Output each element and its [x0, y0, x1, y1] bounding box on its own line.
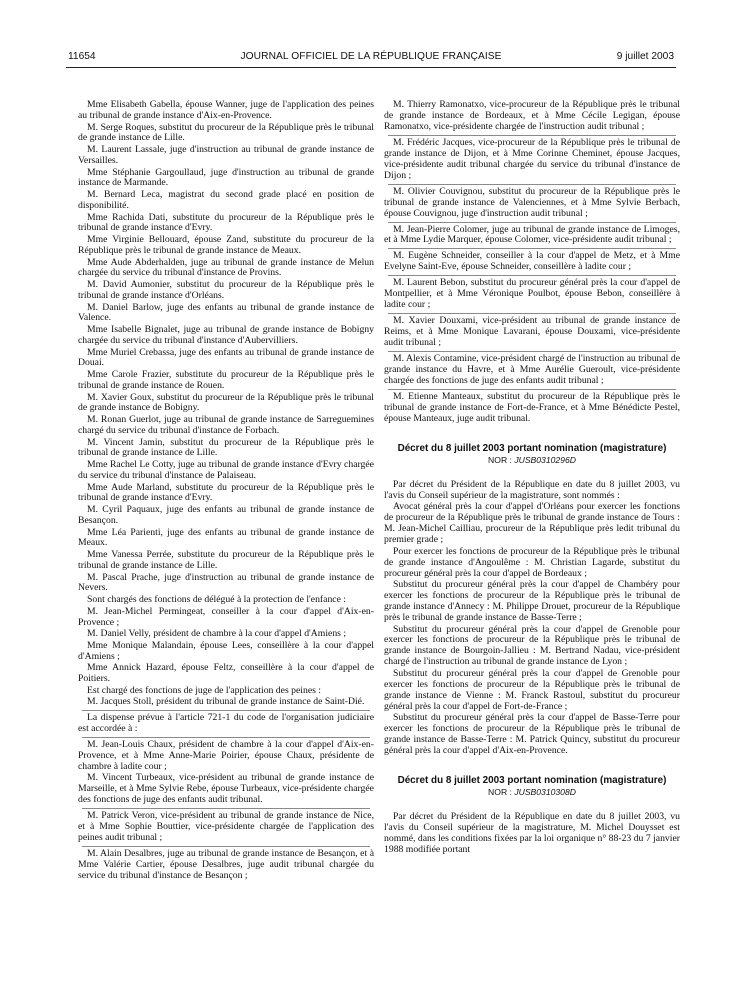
separator-line	[82, 846, 370, 847]
separator-line	[388, 248, 676, 249]
paragraph: M. Laurent Lassale, juge d'instruction au tribunal de grande instance de Versailles.	[78, 144, 374, 166]
paragraph: M. Olivier Couvignou, substitut du procureur de la République près le tribunal de grande instance de Valenciennes, et à Mme Sylvie Berbach, épouse Couvignou, juge d'instruction audit tribunal ;	[384, 185, 680, 219]
decree-2	[384, 775, 680, 856]
separator-line	[388, 351, 676, 352]
paragraph: M. Pascal Prache, juge d'instruction au tribunal de grande instance de Nevers.	[78, 571, 374, 594]
page-number: 11654	[68, 51, 96, 62]
page-header	[68, 51, 674, 67]
paragraph: M. Serge Roques, substitut du procureur de la République près le tribunal de grande instance de Lille.	[78, 121, 374, 144]
paragraph: M. Jean-Louis Chaux, président de chambre à la cour d'appel d'Aix-en-Provence, et à Mme Anne-Marie Poirier, épouse Chaux, présidente de chambre à ladite cour ;	[78, 739, 374, 772]
paragraph: M. Xavier Goux, substitut du procureur de la République près le tribunal de grande instance de Bobigny.	[78, 391, 374, 414]
separator-line	[388, 135, 676, 136]
paragraph: M. Alexis Contamine, vice-président chargé de l'instruction au tribunal de grande instance du Havre, et à Mme Aurélie Gueroult, vice-présidente chargée des fonctions de juge des enfants audit tribunal ;	[384, 353, 680, 386]
paragraph: Mme Léa Parienti, juge des enfants au tribunal de grande instance de Meaux.	[78, 526, 374, 549]
paragraph: Mme Aude Marland, substitute du procureur de la République près le tribunal de grande instance d'Evry.	[78, 481, 374, 504]
paragraph: M. Vincent Turbeaux, vice-président au tribunal de grande instance de Marseille, et à Mme Sylvie Rebe, épouse Turbeaux, vice-présidente chargée des fonctions de juge des enfants audit tribunal.	[78, 772, 374, 806]
paragraph: Mme Carole Frazier, substitute du procureur de la République près le tribunal de grande instance de Rouen.	[78, 369, 374, 391]
decree-nor	[384, 455, 680, 466]
decree-nor	[384, 787, 680, 798]
paragraph: La dispense prévue à l'article 721-1 du code de l'organisation judiciaire est accordée à :	[78, 712, 374, 735]
paragraph: M. Jean-Michel Permingeat, conseiller à la cour d'appel d'Aix-en-Provence ;	[78, 605, 374, 628]
paragraph: Avocat général près la cour d'appel d'Orléans pour exercer les fonctions de procureur de la République près le tribunal de grande instance de Tours : M. Jean-Michel Cailliau, procureur de la République près ledit tribunal du premier grade ;	[384, 501, 680, 546]
decree-title: Décret du 8 juillet 2003 portant nomination (magistrature)	[397, 775, 667, 787]
paragraph: M. Etienne Manteaux, substitut du procureur de la République près le tribunal de grande instance de Fort-de-France, et à Mme Bénédicte Pestel, épouse Manteaux, juge audit tribunal.	[384, 390, 680, 424]
separator-line	[388, 389, 676, 390]
paragraph: M. Xavier Douxami, vice-président au tribunal de grande instance de Reims, et à Mme Monique Lavarani, épouse Douxami, vice-présidente audit tribunal ;	[384, 315, 680, 349]
paragraph: Mme Isabelle Bignalet, juge au tribunal de grande instance de Bobigny chargée du service du tribunal d'instance d'Aubervilliers.	[78, 324, 374, 346]
separator-line	[388, 222, 676, 223]
paragraph: Substitut du procureur général près la cour d'appel de Grenoble pour exercer les fonctions de procureur de la République près le tribunal de grande instance de Bourgoin-Jallieu : M. Bertrand Nadau, vice-président chargé de l'instruction au tribunal de grande instance de Lyon ;	[384, 623, 680, 668]
issue-date: 9 juillet 2003	[616, 51, 674, 62]
paragraph: Mme Rachida Dati, substitute du procureur de la République près le tribunal de grande instance d'Evry.	[78, 211, 374, 234]
nor-code: JUSB0310296D	[514, 454, 576, 465]
nor-code: JUSB0310308D	[514, 787, 576, 798]
paragraph: M. Vincent Jamin, substitut du procureur de la République près le tribunal de grande instance de Lille.	[78, 436, 374, 459]
paragraph: Mme Virginie Bellouard, épouse Zand, substitute du procureur de la République près le tribunal de grande instance de Meaux.	[78, 234, 374, 256]
paragraph: M. Daniel Barlow, juge des enfants au tribunal de grande instance de Valence.	[78, 301, 374, 324]
paragraph: Mme Monique Malandain, épouse Lees, conseillère à la cour d'appel d'Amiens ;	[78, 639, 374, 662]
paragraph: Par décret du Président de la République en date du 8 juillet 2003, vu l'avis du Conseil supérieur de la magistrature, sont nommés :	[384, 478, 680, 501]
separator-line	[82, 710, 370, 711]
paragraph: Mme Stéphanie Gargoullaud, juge d'instruction au tribunal de grande instance de Marmande.	[78, 166, 374, 189]
separator-line	[388, 184, 676, 185]
paragraph: M. Eugène Schneider, conseiller à la cour d'appel de Metz, et à Mme Evelyne Saint-Eve, épouse Schneider, conseillère à ladite cour ;	[384, 250, 680, 273]
right-column-entries	[384, 100, 680, 425]
paragraph: M. Patrick Veron, vice-président au tribunal de grande instance de Nice, et à Mme Sophie Bouttier, vice-présidente chargée de l'application des peines audit tribunal ;	[78, 810, 374, 844]
paragraph: M. Frédéric Jacques, vice-procureur de la République près le tribunal de grande instance de Dijon, et à Mme Corinne Cheminet, épouse Jacques, vice-présidente audit tribunal chargée du service du tribunal d'instance de Dijon ;	[384, 136, 680, 181]
right-column	[384, 100, 680, 856]
paragraph: M. Jacques Stoll, président du tribunal de grande instance de Saint-Dié.	[87, 696, 365, 708]
paragraph: M. Cyril Paquaux, juge des enfants au tribunal de grande instance de Besançon.	[78, 504, 374, 526]
nor-label: NOR :	[488, 787, 515, 798]
paragraph: Substitut du procureur général près la cour d'appel de Grenoble pour exercer les fonctions de procureur de la République près le tribunal de grande instance de Vienne : M. Franck Rastoul, substitut du procureur général près la cour d'appel de Fort-de-France ;	[384, 667, 680, 712]
paragraph: Par décret du Président de la République en date du 8 juillet 2003, vu l'avis du Conseil supérieur de la magistrature, M. Michel Douysset est nommé, dans les conditions fixées par la loi organique n° 88-23 du 7 janvier 1988 modifiée portant	[384, 811, 680, 855]
paragraph: M. Ronan Guerlot, juge au tribunal de grande instance de Sarreguemines chargé du service du tribunal d'instance de Forbach.	[78, 414, 374, 436]
paragraph: Mme Rachel Le Cotty, juge au tribunal de grande instance d'Evry chargée du service du tribunal d'instance de Palaiseau.	[78, 459, 374, 481]
paragraph: M. Jean-Pierre Colomer, juge au tribunal de grande instance de Limoges, et à Mme Lydie Marquer, épouse Colomer, vice-présidente audit tribunal ;	[384, 223, 680, 246]
paragraph: Mme Elisabeth Gabella, épouse Wanner, juge de l'application des peines au tribunal de grande instance d'Aix-en-Provence.	[78, 99, 374, 121]
decree-body	[384, 480, 680, 757]
paragraph: M. David Aumonier, substitut du procureur de la République près le tribunal de grande instance d'Orléans.	[78, 279, 374, 301]
header-rule	[66, 67, 676, 68]
decree-title: Décret du 8 juillet 2003 portant nomination (magistrature)	[397, 442, 667, 454]
paragraph: Substitut du procureur général près la cour d'appel de Chambéry pour exercer les fonctions de procureur de la République près le tribunal de grande instance d'Annecy : M. Philippe Drouet, procureur de la République près le tribunal de grande instance de Basse-Terre ;	[384, 579, 680, 623]
nor-label: NOR :	[488, 454, 515, 465]
separator-line	[388, 275, 676, 276]
paragraph: Mme Annick Hazard, épouse Feltz, conseillère à la cour d'appel de Poitiers.	[78, 662, 374, 685]
separator-line	[82, 808, 370, 809]
paragraph: M. Daniel Velly, président de chambre à la cour d'appel d'Amiens ;	[87, 628, 347, 640]
paragraph: Mme Vanessa Perrée, substitute du procureur de la République près le tribunal de grande instance de Lille.	[78, 549, 374, 571]
paragraph: Mme Muriel Crebassa, juge des enfants au tribunal de grande instance de Douai.	[78, 346, 374, 369]
left-column	[78, 100, 374, 883]
paragraph: Mme Aude Abderhalden, juge au tribunal de grande instance de Melun chargée du service du tribunal d'instance de Provins.	[78, 256, 374, 279]
paragraph: M. Thierry Ramonatxo, vice-procureur de la République près le tribunal de grande instance de Bordeaux, et à Mme Cécile Legigan, épouse Ramonatxo, vice-présidente chargée de l'instruction audit tribunal ;	[384, 99, 680, 132]
decree-1	[384, 443, 680, 757]
decree-body	[384, 812, 680, 856]
paragraph: Est chargé des fonctions de juge de l'application des peines :	[87, 684, 321, 696]
journal-title: JOURNAL OFFICIEL DE LA RÉPUBLIQUE FRANÇAISE	[240, 51, 502, 62]
paragraph: M. Alain Desalbres, juge au tribunal de grande instance de Besançon, et à Mme Valérie Cartier, épouse Desalbres, juge audit tribunal chargée du service du tribunal d'instance de Besançon ;	[78, 848, 374, 882]
paragraph: Sont chargés des fonctions de délégué à la protection de l'enfance :	[87, 594, 346, 605]
paragraph: M. Laurent Bebon, substitut du procureur général près la cour d'appel de Montpellier, et à Mme Véronique Poulbot, épouse Bebon, conseillère à ladite cour ;	[384, 277, 680, 311]
paragraph: Substitut du procureur général près la cour d'appel de Basse-Terre pour exercer les fonctions de procureur de la République près le tribunal de grande instance de Basse-Terre : M. Patrick Quincy, substitut du procureur général près la cour d'appel d'Aix-en-Provence.	[384, 712, 680, 757]
separator-line	[388, 313, 676, 314]
separator-line	[82, 737, 370, 738]
paragraph: Pour exercer les fonctions de procureur de la République près le tribunal de grande instance d'Angoulême : M. Christian Lagarde, substitut du procureur général près la cour d'appel de Bordeaux ;	[384, 545, 680, 579]
paragraph: M. Bernard Leca, magistrat du second grade placé en position de disponibilité.	[78, 189, 374, 211]
